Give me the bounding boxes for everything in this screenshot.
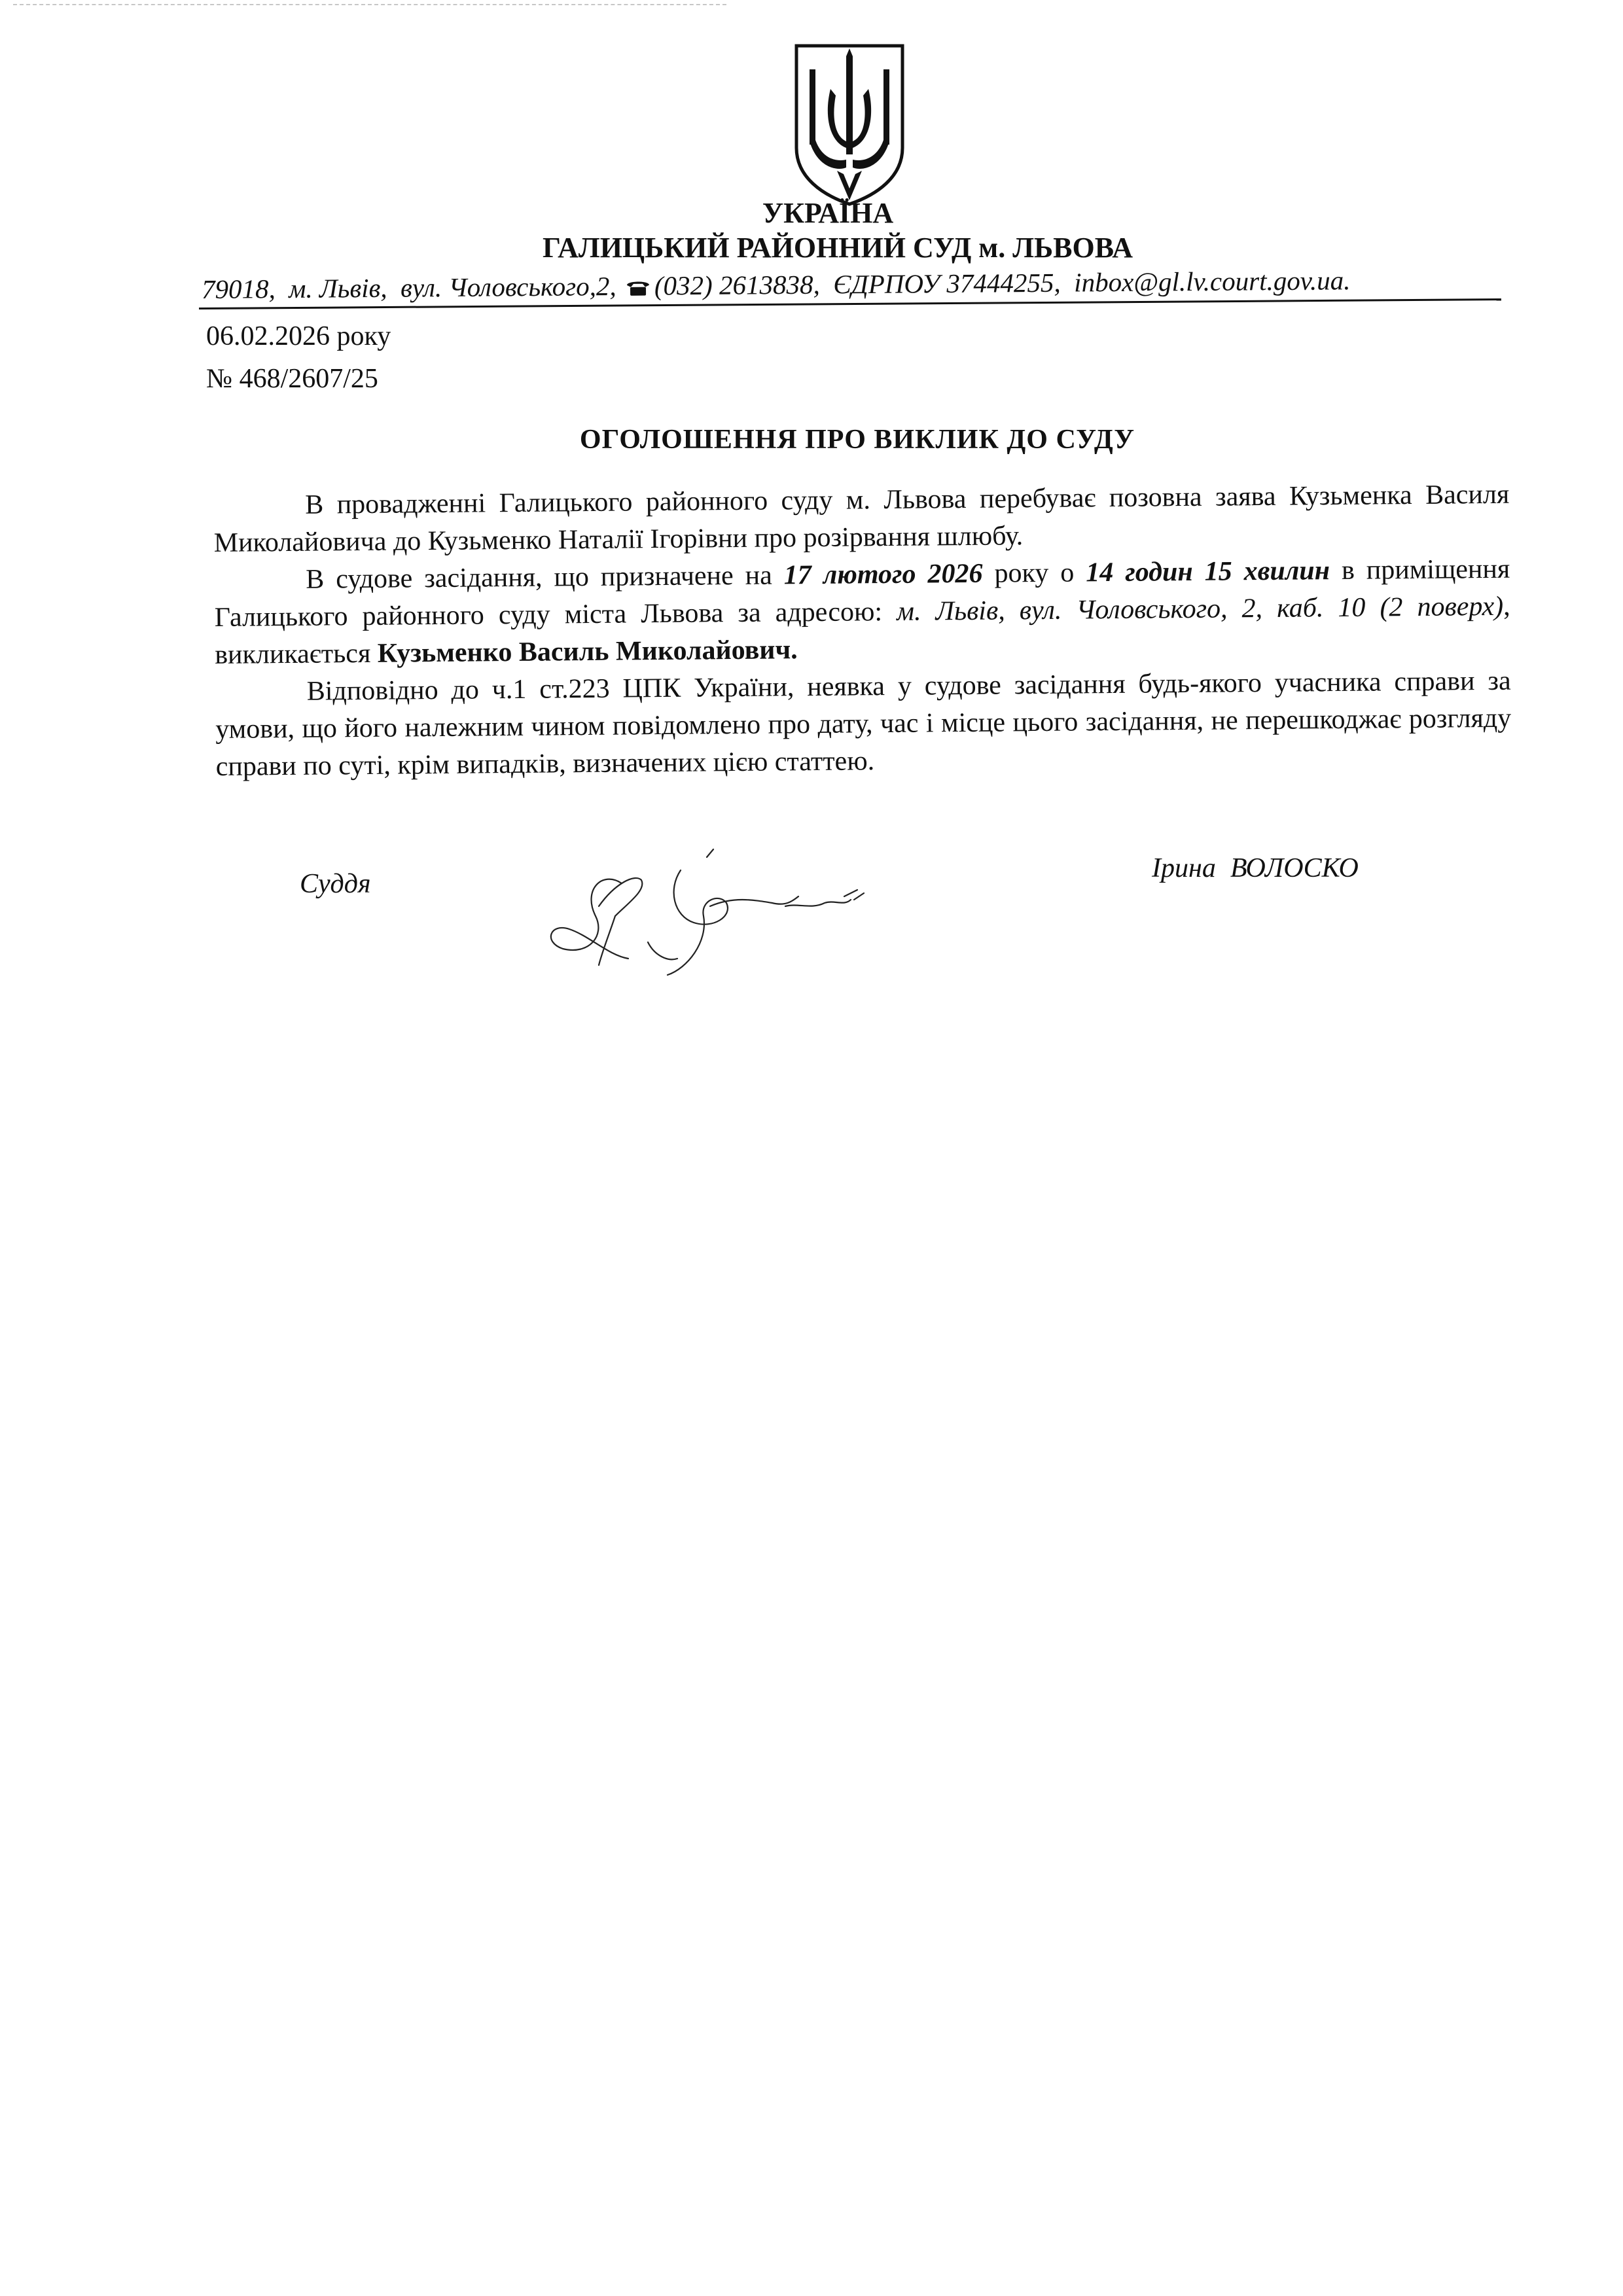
paragraph-law: Відповідно до ч.1 ст.223 ЦПК України, неявка у судове засідання будь-якого учасника справи за умови, що його належним чином повідомлено про дату, час і місце цього засідання, не перешкоджає розгляду справи по суті, крім випадків, визначених цією статтею. (215, 665, 1512, 782)
trident-emblem-icon (791, 43, 908, 207)
hearing-place: м. Львів, вул. Чоловського, 2, каб. 10 (2 поверх) (896, 591, 1504, 627)
hearing-text-3: в приміщення Галицького районного суду міста Львова за адресою: (214, 554, 1510, 633)
city: м. Львів, (289, 272, 387, 304)
scan-edge-artifact (13, 4, 726, 7)
telephone-icon (626, 279, 651, 297)
postcode: 79018, (201, 274, 276, 304)
signature-role: Суддя (300, 869, 371, 899)
summoned-person: Кузьменко Василь Миколайович. (377, 635, 798, 669)
handwritten-signature (537, 844, 903, 995)
country-name: УКРАЇНА (762, 197, 894, 229)
court-email: inbox@gl.lv.court.gov.ua. (1074, 265, 1351, 298)
document-body (213, 476, 1512, 786)
judge-name (1152, 853, 1359, 884)
paragraph-hearing (214, 551, 1510, 674)
document-date: 06.02.2026 року (206, 321, 391, 351)
hearing-text-1: В судове засідання, що призначене на (306, 560, 772, 595)
judge-first-name: Ірина (1152, 853, 1216, 883)
judge-last-name: ВОЛОСКО (1230, 853, 1359, 883)
court-address (202, 264, 1351, 305)
case-number: № 468/2607/25 (206, 364, 378, 394)
hearing-date: 17 лютого 2026 (783, 558, 983, 591)
phone-number: (032) 2613838, (654, 269, 820, 301)
hearing-text-2: року о (994, 557, 1075, 589)
hearing-text-4: , викликається (215, 591, 1510, 670)
court-name: ГАЛИЦЬКИЙ РАЙОННИЙ СУД м. ЛЬВОВА (542, 232, 1133, 264)
paragraph-claim: В провадженні Галицького районного суду м. Львова перебуває позовна заява Кузьменка Василя Миколайовича до Кузьменко Наталії Ігорівни про розірвання шлюбу. (213, 479, 1510, 558)
document-title: ОГОЛОШЕННЯ ПРО ВИКЛИК ДО СУДУ (579, 425, 1135, 455)
street: вул. Чоловського,2, (400, 271, 616, 303)
edrpou-code: ЄДРПОУ 37444255, (833, 267, 1061, 300)
hearing-time: 14 годин 15 хвилин (1086, 556, 1330, 588)
